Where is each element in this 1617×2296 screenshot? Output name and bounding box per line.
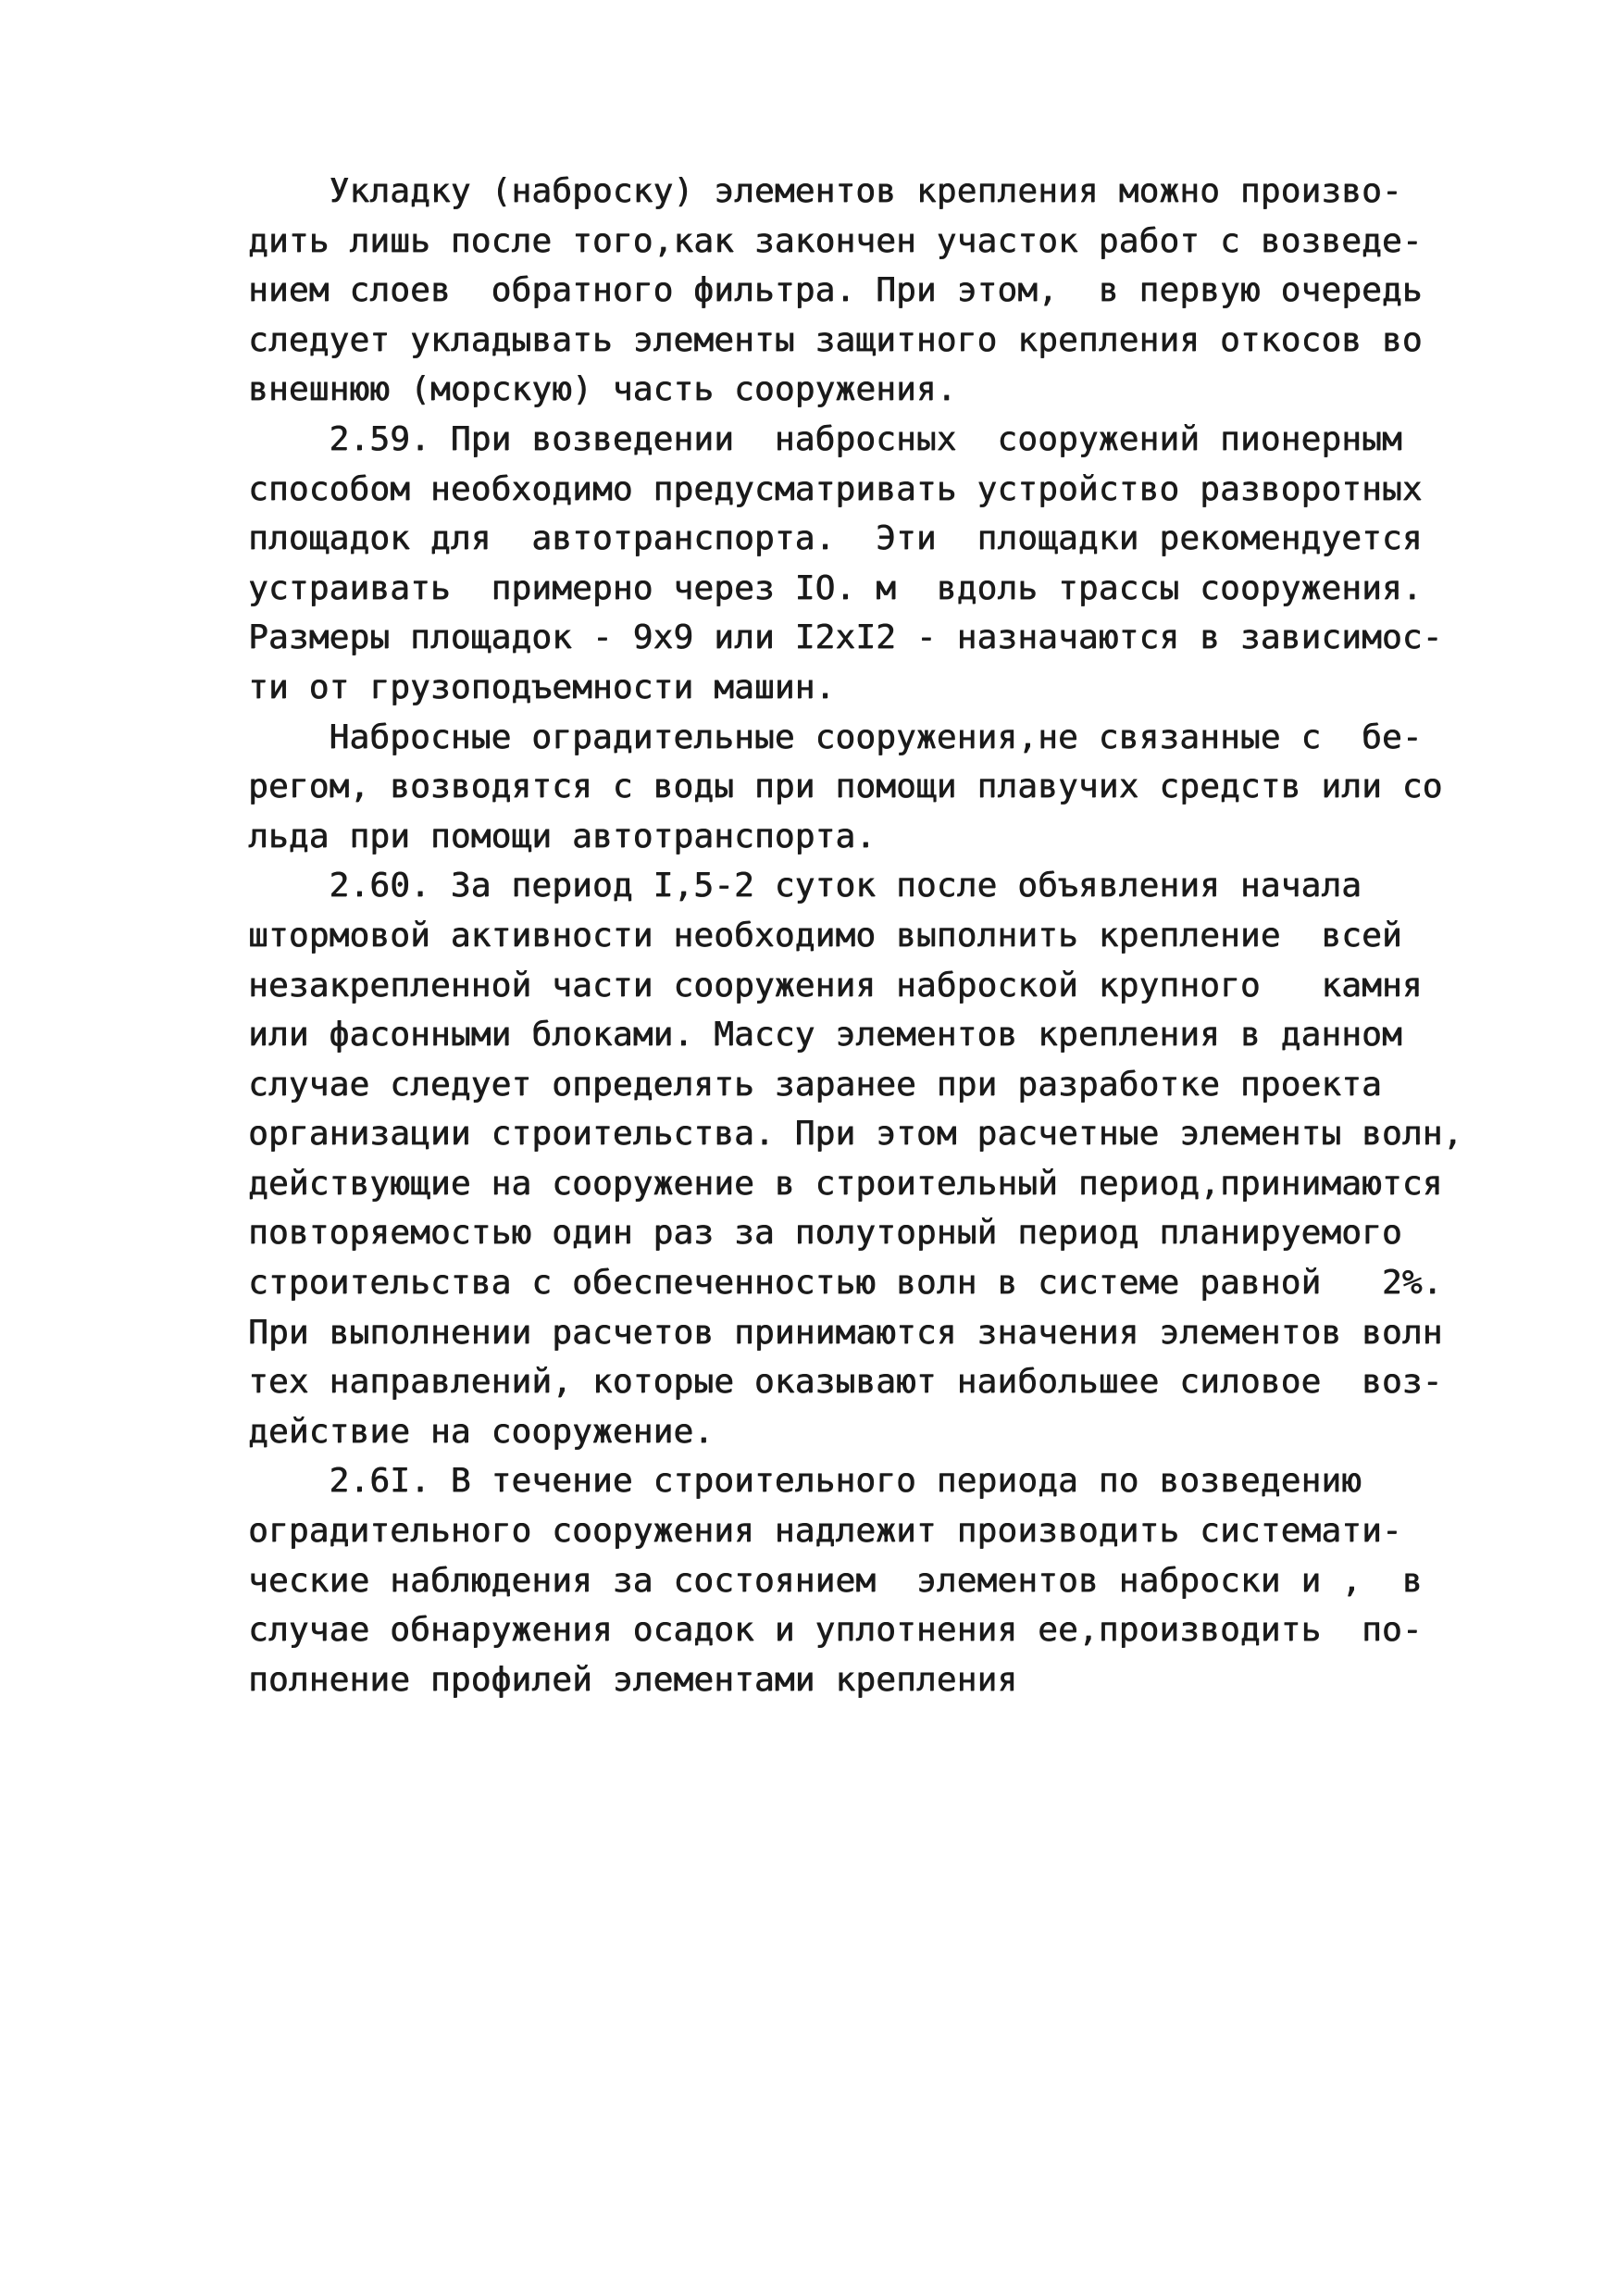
text-line: нием слоев обратного фильтра. При этом, в первую очередь <box>248 271 1423 310</box>
text-line: устраивать примерно через IO. м вдоль трассы сооружения. <box>248 568 1423 607</box>
text-line: регом, возводятся с воды при помощи плавучих средств или со <box>248 767 1443 806</box>
text-line: повторяемостью один раз за полуторный период планируемого <box>248 1214 1402 1253</box>
text-line: ти от грузоподъемности машин. <box>248 668 836 706</box>
text-line: или фасонными блоками. Массу элементов крепления в данном <box>248 1016 1402 1054</box>
text-line: площадок для автотранспорта. Эти площадки рекомендуется <box>248 519 1423 558</box>
text-line: способом необходимо предусматривать устройство разворотных <box>248 469 1423 508</box>
text-line: ческие наблюдения за состоянием элементов наброски и , в <box>248 1561 1423 1600</box>
text-line: штормовой активности необходимо выполнить крепление всей <box>248 916 1402 955</box>
text-line: внешнюю (морскую) часть сооружения. <box>248 370 957 409</box>
text-line: 2.6I. В течение строительного периода по возведению <box>248 1462 1362 1501</box>
text-line: оградительного сооружения надлежит производить системати- <box>248 1512 1402 1551</box>
text-line: следует укладывать элементы защитного крепления откосов во <box>248 320 1423 359</box>
text-line: 2.60. За период I,5-2 суток после объявления начала <box>248 867 1362 905</box>
text-line: При выполнении расчетов принимаются значения элементов волн <box>248 1313 1443 1352</box>
text-line: действующие на сооружение в строительный период,принимаются <box>248 1164 1443 1203</box>
text-line: незакрепленной части сооружения наброской крупного камня <box>248 966 1423 1004</box>
document-text <box>248 167 1463 1704</box>
text-line: строительства с обеспеченностью волн в системе равной 2%. <box>248 1264 1443 1303</box>
text-line: дить лишь после того,как закончен участок работ с возведе- <box>248 221 1423 260</box>
text-line: полнение профилей элементами крепления <box>248 1660 1018 1699</box>
text-line: Укладку (наброску) элементов крепления можно произво- <box>248 172 1402 210</box>
text-line: организации строительства. При этом расчетные элементы волн, <box>248 1115 1463 1154</box>
text-line: льда при помощи автотранспорта. <box>248 817 877 855</box>
text-line: тех направлений, которые оказывают наибольшее силовое воз- <box>248 1363 1443 1402</box>
text-line: Набросные оградительные сооружения,не связанные с бе- <box>248 718 1423 756</box>
text-line: случае обнаружения осадок и уплотнения ее,производить по- <box>248 1611 1423 1650</box>
text-line: случае следует определять заранее при разработке проекта <box>248 1065 1382 1104</box>
text-line: 2.59. При возведении набросных сооружений пионерным <box>248 419 1402 458</box>
text-line: Размеры площадок - 9x9 или I2xI2 - назначаются в зависимос- <box>248 618 1443 657</box>
text-line: действие на сооружение. <box>248 1412 715 1451</box>
